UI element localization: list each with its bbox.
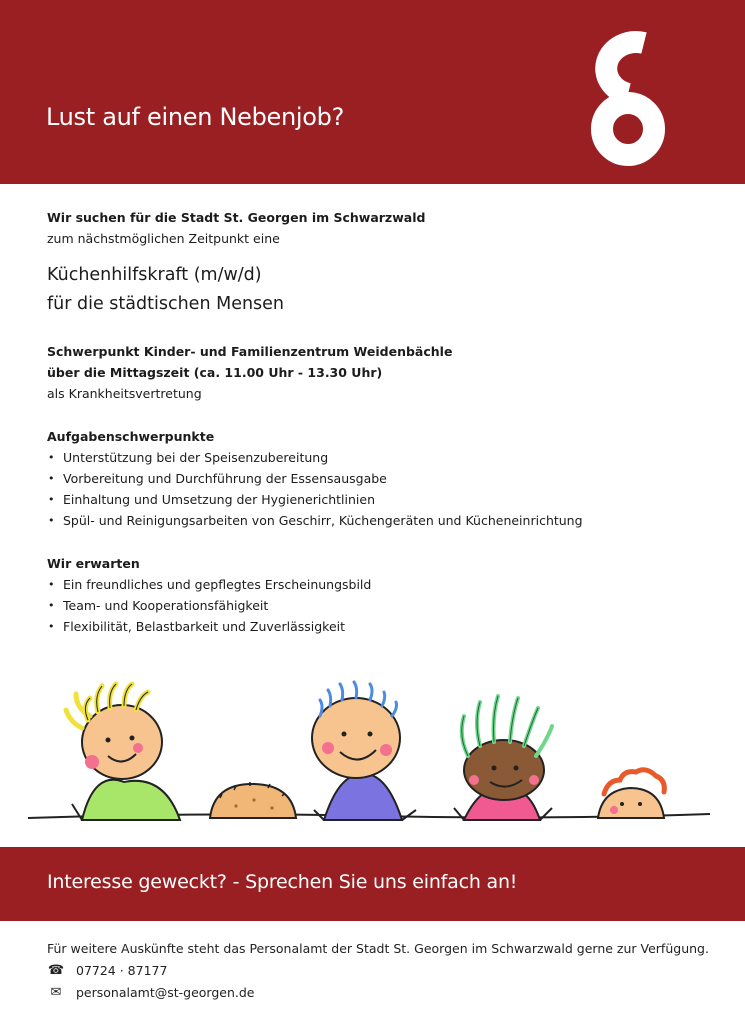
stylized-eight-logo-icon <box>580 22 676 170</box>
details-line-1: Schwerpunkt Kinder- und Familienzentrum Weidenbächle <box>47 344 453 359</box>
envelope-icon: ✉ <box>50 985 62 1000</box>
phone-icon: ☎ <box>47 963 65 978</box>
list-item: • Flexibilität, Belastbarkeit und Zuverlässigkeit <box>47 616 707 637</box>
list-item: • Spül- und Reinigungsarbeiten von Geschirr, Küchengeräten und Kücheneinrichtung <box>47 510 707 531</box>
child-figure-blue-hair <box>312 682 416 820</box>
details-line-3: als Krankheitsvertretung <box>47 386 202 401</box>
job-title-line-2: für die städtischen Mensen <box>47 294 285 314</box>
child-figure-green-hair <box>454 696 552 820</box>
list-item: • Vorbereitung und Durchführung der Essensausgabe <box>47 468 707 489</box>
header-title: Lust auf einen Nebenjob? <box>46 103 345 131</box>
banner-text: Interesse geweckt? - Sprechen Sie uns einfach an! <box>47 871 518 893</box>
phone-number: 07724 · 87177 <box>76 963 168 978</box>
children-illustration <box>24 670 714 830</box>
job-title-line-1: Küchenhilfskraft (m/w/d) <box>47 265 262 285</box>
call-to-action-banner <box>0 847 745 921</box>
email-row <box>47 982 727 1004</box>
contact-footer <box>47 938 727 1004</box>
list-item: • Unterstützung bei der Speisenzubereitung <box>47 447 707 468</box>
job-title <box>47 261 707 319</box>
list-item: • Ein freundliches und gepflegtes Erscheinungsbild <box>47 574 707 595</box>
child-figure-peeking <box>210 782 296 818</box>
expectations-heading: Wir erwarten <box>47 556 140 571</box>
tasks-list <box>47 447 707 531</box>
intro-line-2: zum nächstmöglichen Zeitpunkt eine <box>47 231 280 246</box>
child-figure-red-hair <box>598 770 664 818</box>
tasks-section <box>47 426 707 531</box>
header-bar <box>0 0 745 184</box>
list-item: • Team- und Kooperationsfähigkeit <box>47 595 707 616</box>
tasks-heading: Aufgabenschwerpunkte <box>47 429 215 444</box>
expectations-list <box>47 574 707 637</box>
expectations-section <box>47 553 707 637</box>
email-link[interactable]: personalamt@st-georgen.de <box>76 985 255 1000</box>
contact-info-text: Für weitere Auskünfte steht das Personalamt der Stadt St. Georgen im Schwarzwald gerne zur Verfügung. <box>47 941 709 956</box>
job-ad-content <box>47 207 707 637</box>
phone-row <box>47 960 727 982</box>
child-figure-yellow-hair <box>66 684 180 820</box>
job-details <box>47 341 707 404</box>
details-line-2: über die Mittagszeit (ca. 11.00 Uhr - 13.30 Uhr) <box>47 365 383 380</box>
intro-line-1: Wir suchen für die Stadt St. Georgen im Schwarzwald <box>47 210 426 225</box>
list-item: • Einhaltung und Umsetzung der Hygienerichtlinien <box>47 489 707 510</box>
